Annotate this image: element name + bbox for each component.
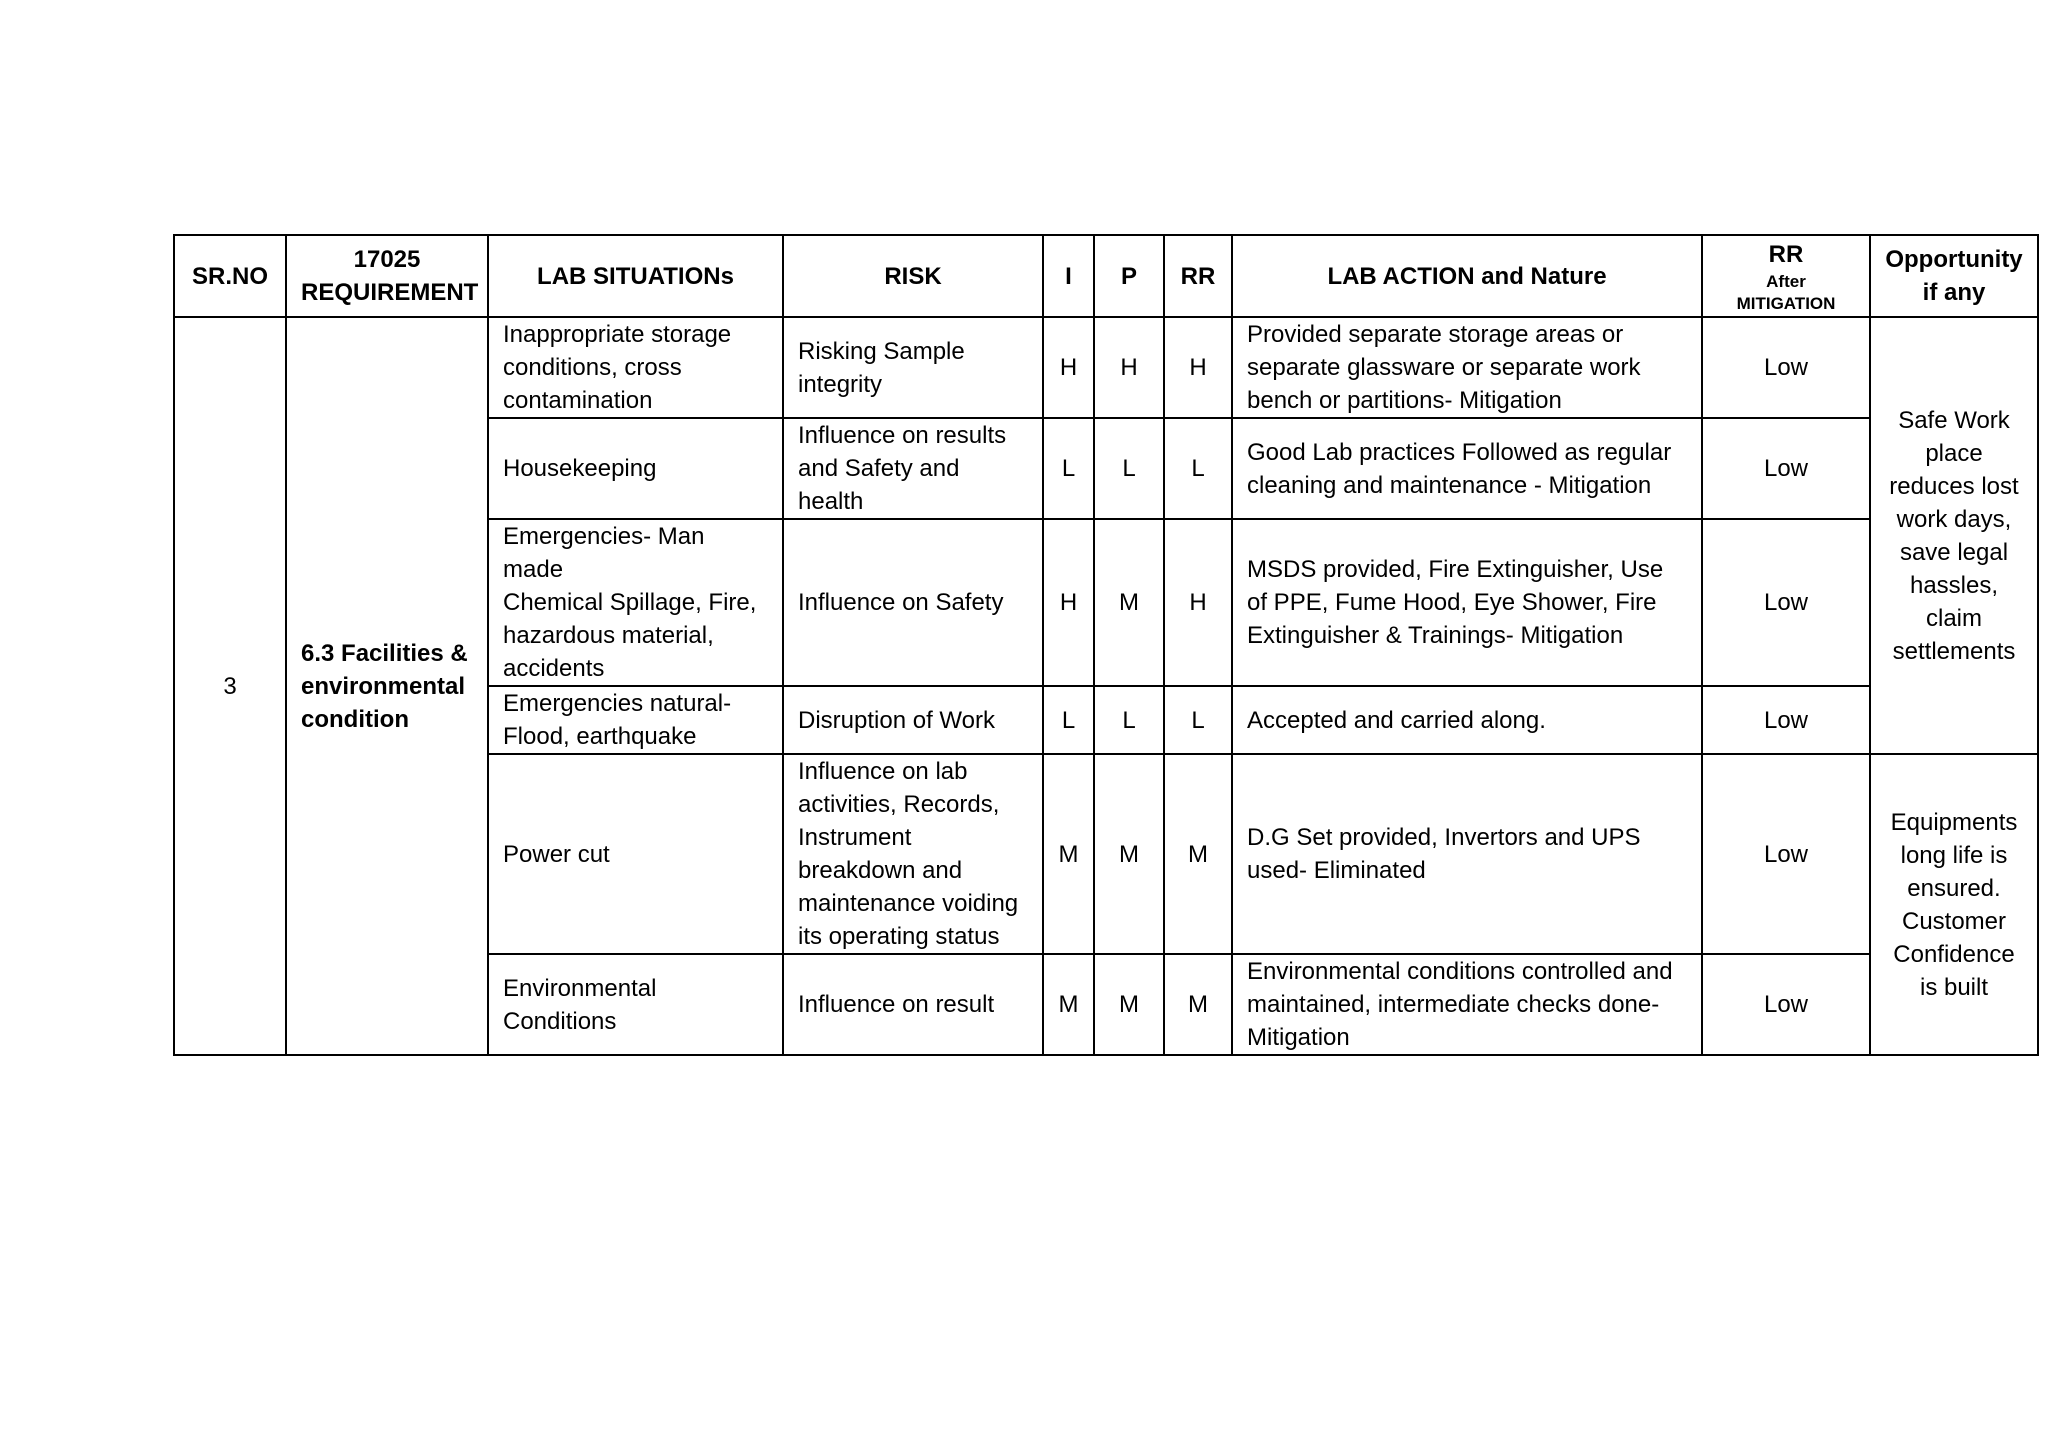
probability-cell: M: [1094, 954, 1164, 1055]
header-impact: I: [1043, 235, 1094, 317]
impact-cell: L: [1043, 418, 1094, 519]
risk-rating-cell: L: [1164, 686, 1232, 754]
srno-cell: 3: [174, 317, 286, 1055]
action-cell: Accepted and carried along.: [1232, 686, 1702, 754]
risk-cell: Influence on results and Safety and health: [783, 418, 1043, 519]
requirement-cell: 6.3 Facilities & environmental condition: [286, 317, 488, 1055]
risk-rating-cell: H: [1164, 519, 1232, 686]
probability-cell: M: [1094, 519, 1164, 686]
header-opportunity: [1870, 235, 2038, 317]
rr-after-cell: Low: [1702, 686, 1870, 754]
action-cell: MSDS provided, Fire Extinguisher, Use of PPE, Fume Hood, Eye Shower, Fire Extinguisher & Trainings- Mitigation: [1232, 519, 1702, 686]
header-rr-after-line1: RR: [1768, 240, 1804, 268]
action-cell: Environmental conditions controlled and maintained, intermediate checks done- Mitigation: [1232, 954, 1702, 1055]
risk-rating-cell: M: [1164, 954, 1232, 1055]
situation-cell: Housekeeping: [488, 418, 783, 519]
impact-cell: H: [1043, 519, 1094, 686]
situation-cell: Emergencies- Man made Chemical Spillage, Fire, hazardous material, accidents: [488, 519, 783, 686]
header-requirement-line2: REQUIREMENT: [301, 279, 479, 306]
rr-after-cell: Low: [1702, 954, 1870, 1055]
impact-cell: M: [1043, 954, 1094, 1055]
probability-cell: M: [1094, 754, 1164, 954]
probability-cell: L: [1094, 686, 1164, 754]
header-lab-action: LAB ACTION and Nature: [1232, 235, 1702, 317]
rr-after-cell: Low: [1702, 418, 1870, 519]
risk-cell: Influence on lab activities, Records, Instrument breakdown and maintenance voiding its operating status: [783, 754, 1043, 954]
risk-rating-cell: L: [1164, 418, 1232, 519]
header-risk: RISK: [783, 235, 1043, 317]
impact-cell: M: [1043, 754, 1094, 954]
header-opportunity-line1: Opportunity: [1885, 246, 2023, 273]
header-risk-rating: RR: [1164, 235, 1232, 317]
rr-after-cell: Low: [1702, 317, 1870, 418]
risk-assessment-table: [173, 234, 2039, 1056]
situation-cell: Emergencies natural- Flood, earthquake: [488, 686, 783, 754]
header-lab-situations: LAB SITUATIONs: [488, 235, 783, 317]
risk-cell: Influence on result: [783, 954, 1043, 1055]
impact-cell: H: [1043, 317, 1094, 418]
header-rr-after-line2: After: [1766, 271, 1806, 291]
header-row: [174, 235, 2038, 317]
impact-cell: L: [1043, 686, 1094, 754]
action-cell: D.G Set provided, Invertors and UPS used- Eliminated: [1232, 754, 1702, 954]
opportunity-cell: Equipments long life is ensured. Customer Confidence is built: [1870, 754, 2038, 1055]
header-requirement-line1: 17025: [353, 246, 421, 273]
table-row: [174, 317, 2038, 418]
action-cell: Provided separate storage areas or separate glassware or separate work bench or partitions- Mitigation: [1232, 317, 1702, 418]
risk-rating-cell: M: [1164, 754, 1232, 954]
header-rr-after-mitigation: [1702, 235, 1870, 317]
rr-after-cell: Low: [1702, 519, 1870, 686]
probability-cell: H: [1094, 317, 1164, 418]
header-probability: P: [1094, 235, 1164, 317]
risk-rating-cell: H: [1164, 317, 1232, 418]
opportunity-cell: Safe Work place reduces lost work days, save legal hassles, claim settlements: [1870, 317, 2038, 754]
header-opportunity-line2: if any: [1922, 279, 1986, 306]
risk-cell: Risking Sample integrity: [783, 317, 1043, 418]
action-cell: Good Lab practices Followed as regular cleaning and maintenance - Mitigation: [1232, 418, 1702, 519]
rr-after-cell: Low: [1702, 754, 1870, 954]
header-requirement: [286, 235, 488, 317]
header-srno: SR.NO: [174, 235, 286, 317]
risk-cell: Influence on Safety: [783, 519, 1043, 686]
situation-cell: Environmental Conditions: [488, 954, 783, 1055]
situation-cell: Inappropriate storage conditions, cross contamination: [488, 317, 783, 418]
probability-cell: L: [1094, 418, 1164, 519]
header-rr-after-line3: MITIGATION: [1736, 293, 1836, 313]
situation-cell: Power cut: [488, 754, 783, 954]
risk-cell: Disruption of Work: [783, 686, 1043, 754]
